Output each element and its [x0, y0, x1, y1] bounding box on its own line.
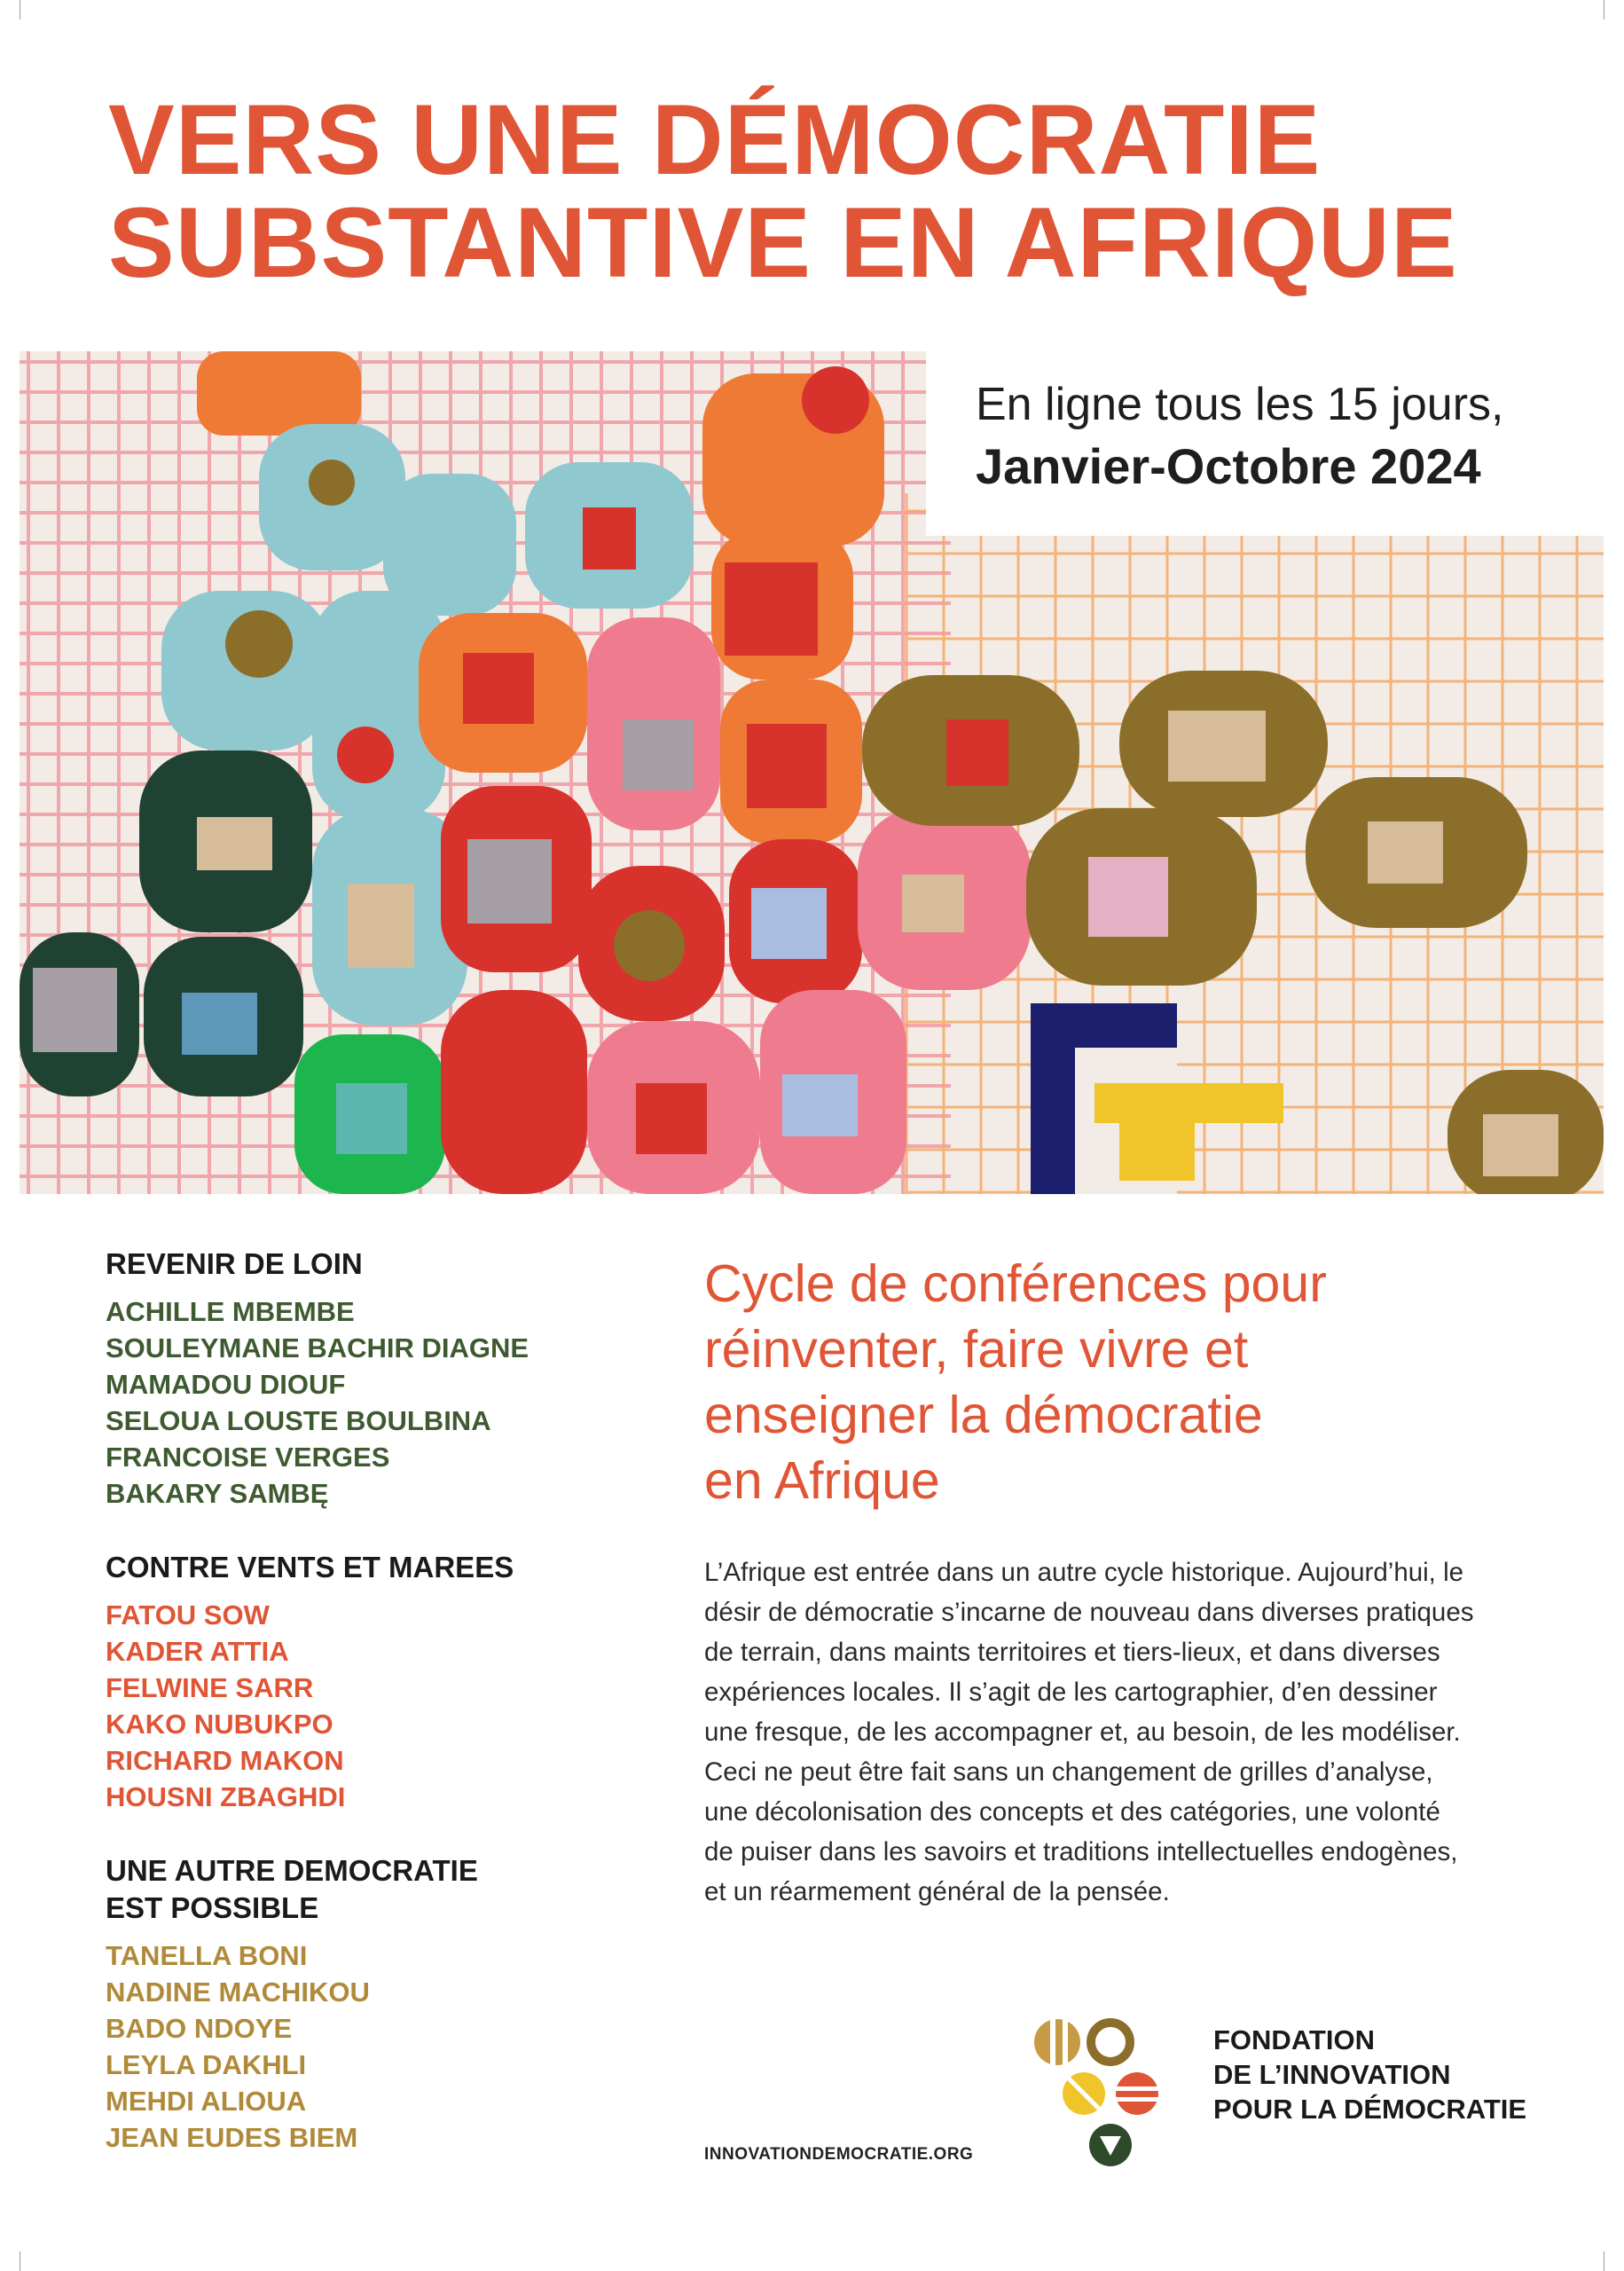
- speaker-name: MEHDI ALIOUA: [106, 2086, 307, 2117]
- tan-square: [902, 875, 964, 932]
- speaker-program: [106, 1246, 655, 2193]
- red-square: [946, 719, 1008, 786]
- subtitle-line: en Afrique: [704, 1451, 940, 1510]
- body-line: et un réarmement général de la pensée.: [704, 1877, 1170, 1906]
- section-heading-text: CONTRE VENTS ET MAREES: [106, 1551, 514, 1583]
- speaker-name: KAKO NUBUKPO: [106, 1709, 333, 1740]
- body-line: de terrain, dans maints territoires et tiers-lieux, et dans diverses: [704, 1638, 1440, 1667]
- speaker-name: BAKARY SAMBĘ: [106, 1478, 329, 1509]
- speaker-name: RICHARD MAKON: [106, 1745, 344, 1776]
- speaker-name: BADO NDOYE: [106, 2013, 293, 2044]
- speaker-name: SELOUA LOUSTE BOULBINA: [106, 1405, 491, 1436]
- section-heading-text: REVENIR DE LOIN: [106, 1247, 363, 1280]
- schedule-dates: Janvier-Octobre 2024: [976, 438, 1481, 494]
- subtitle-line: réinventer, faire vivre et: [704, 1320, 1249, 1379]
- logo-striped-circle: [1034, 2017, 1080, 2067]
- speaker-name: JEAN EUDES BIEM: [106, 2122, 358, 2153]
- subtitle-line: Cycle de conférences pour: [704, 1254, 1327, 1313]
- body-line: une décolonisation des concepts et des catégories, une volonté: [704, 1797, 1440, 1827]
- red-blob: [441, 990, 587, 1194]
- tan-square: [1168, 711, 1266, 782]
- logo-triangle-circle: [1089, 2124, 1132, 2166]
- section-heading-text: EST POSSIBLE: [106, 1891, 319, 1924]
- tan-square: [197, 817, 272, 870]
- speaker-name: FRANCOISE VERGES: [106, 1442, 390, 1473]
- body-line: expériences locales. Il s’agit de les cartographier, d’en dessiner: [704, 1678, 1438, 1707]
- logo-lined-circle: [1114, 2072, 1160, 2115]
- body-line: Ceci ne peut être fait sans un changement de grilles d’analyse,: [704, 1757, 1433, 1787]
- speaker-name: ACHILLE MBEMBE: [106, 1296, 355, 1327]
- poster-title: [108, 84, 1563, 298]
- orange-blob: [197, 351, 361, 436]
- pale-blue-square: [751, 888, 827, 959]
- description-paragraph: [704, 1552, 1534, 1912]
- red-square: [725, 562, 818, 656]
- schedule-box: [926, 351, 1604, 536]
- speaker-list-contre: [106, 1597, 655, 1815]
- org-name-line: DE L’INNOVATION: [1213, 2059, 1451, 2090]
- speaker-list-revenir: [106, 1293, 655, 1512]
- org-name-line: POUR LA DÉMOCRATIE: [1213, 2094, 1527, 2125]
- tan-square: [1483, 1114, 1558, 1176]
- website-link[interactable]: INNOVATIONDEMOCRATIE.ORG: [704, 2145, 974, 2164]
- section-heading-autre: [106, 1852, 655, 1927]
- grey-square: [467, 839, 552, 923]
- red-square: [583, 507, 636, 570]
- speaker-name: FELWINE SARR: [106, 1672, 314, 1703]
- tan-square: [1368, 821, 1443, 884]
- foundation-name: [1213, 2023, 1604, 2126]
- logo-split-circle: [1063, 2072, 1105, 2115]
- section-heading-contre: [106, 1549, 655, 1586]
- foundation-logo-icon: [1032, 2005, 1174, 2173]
- pink-square: [1088, 857, 1168, 937]
- speaker-name: KADER ATTIA: [106, 1636, 289, 1667]
- section-heading-revenir: [106, 1246, 655, 1283]
- body-line: désir de démocratie s’incarne de nouveau dans diverses pratiques: [704, 1598, 1474, 1627]
- body-line: de puiser dans les savoirs et traditions intellectuelles endogènes,: [704, 1837, 1458, 1866]
- grey-square: [33, 968, 117, 1052]
- brown-dot: [614, 910, 685, 981]
- red-square: [636, 1083, 707, 1154]
- body-line: une fresque, de les accompagner et, au besoin, de les modéliser.: [704, 1717, 1461, 1747]
- schedule-frequency: En ligne tous les 15 jours,: [976, 379, 1504, 430]
- tan-square: [348, 884, 414, 968]
- brown-dot: [309, 460, 355, 506]
- red-square: [463, 653, 534, 724]
- pale-blue-square: [782, 1074, 858, 1136]
- speaker-name: MAMADOU DIOUF: [106, 1369, 346, 1400]
- red-dot: [337, 727, 394, 783]
- speaker-name: FATOU SOW: [106, 1599, 270, 1631]
- teal-square: [336, 1083, 407, 1154]
- subtitle-line: enseigner la démocratie: [704, 1386, 1263, 1444]
- section-heading-text: UNE AUTRE DEMOCRATIE: [106, 1854, 478, 1887]
- speaker-name: LEYLA DAKHLI: [106, 2049, 307, 2080]
- brown-dot: [225, 610, 293, 678]
- logo-ring: [1091, 2023, 1130, 2062]
- org-name-line: FONDATION: [1213, 2024, 1375, 2055]
- title-line-1: VERS UNE DÉMOCRATIE: [108, 84, 1322, 195]
- red-dot: [802, 366, 869, 434]
- speaker-name: NADINE MACHIKOU: [106, 1976, 370, 2008]
- speaker-name: TANELLA BONI: [106, 1940, 308, 1971]
- blue-square: [182, 993, 257, 1055]
- grey-square: [623, 719, 694, 790]
- speaker-name: HOUSNI ZBAGHDI: [106, 1781, 346, 1812]
- yellow-block: [1094, 1083, 1283, 1181]
- speaker-name: SOULEYMANE BACHIR DIAGNE: [106, 1332, 530, 1363]
- red-square: [747, 724, 827, 808]
- body-line: L’Afrique est entrée dans un autre cycle historique. Aujourd’hui, le: [704, 1558, 1464, 1587]
- conference-subtitle: [704, 1251, 1502, 1513]
- speaker-list-autre: [106, 1937, 655, 2156]
- title-line-2: SUBSTANTIVE EN AFRIQUE: [108, 187, 1458, 298]
